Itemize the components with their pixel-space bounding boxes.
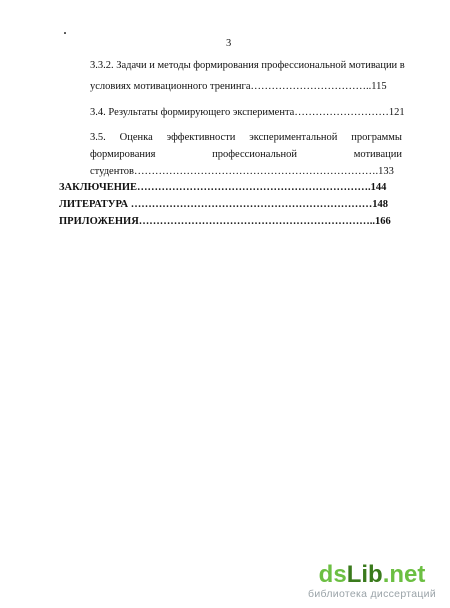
- toc-word: профессиональной: [212, 149, 298, 160]
- toc-word: мотивации: [353, 149, 402, 160]
- logo-part: .net: [382, 561, 426, 588]
- toc-word: Оценка: [119, 132, 153, 143]
- toc-entry-literature: ЛИТЕРАТУРА ……………………………………………………………148: [59, 199, 388, 210]
- watermark-subtitle: библиотека диссертаций: [308, 588, 436, 600]
- dslib-watermark: [308, 562, 436, 600]
- toc-word: программы: [351, 132, 402, 143]
- toc-word: экспериментальной: [249, 132, 338, 143]
- toc-word: эффективности: [166, 132, 236, 143]
- logo-part: ds: [318, 561, 347, 588]
- toc-word: формирования: [90, 149, 156, 160]
- logo-part: Lib: [346, 561, 383, 588]
- toc-word: 3.5.: [90, 132, 106, 143]
- toc-entry-3-4: 3.4. Результаты формирующего эксперимента………………………121: [90, 107, 405, 118]
- scan-speck: [64, 32, 66, 34]
- toc-entry-appendices: ПРИЛОЖЕНИЯ…………………………………………………………..166: [59, 216, 391, 227]
- toc-entry-3-3-2-line1: 3.3.2. Задачи и методы формирования профессиональной мотивации в: [90, 60, 405, 71]
- toc-entry-3-5-line3: студентов…………………………………………………………….133: [90, 166, 394, 177]
- toc-entry-conclusion: ЗАКЛЮЧЕНИЕ………………………………………………………….144: [59, 182, 387, 193]
- toc-entry-3-5-line2: [90, 148, 402, 161]
- page-number: 3: [226, 38, 232, 49]
- toc-entry-3-3-2-line2: условиях мотивационного тренинга……………………………..115: [90, 81, 387, 92]
- toc-entry-3-5-line1: [90, 131, 402, 144]
- dslib-logo: [308, 562, 436, 588]
